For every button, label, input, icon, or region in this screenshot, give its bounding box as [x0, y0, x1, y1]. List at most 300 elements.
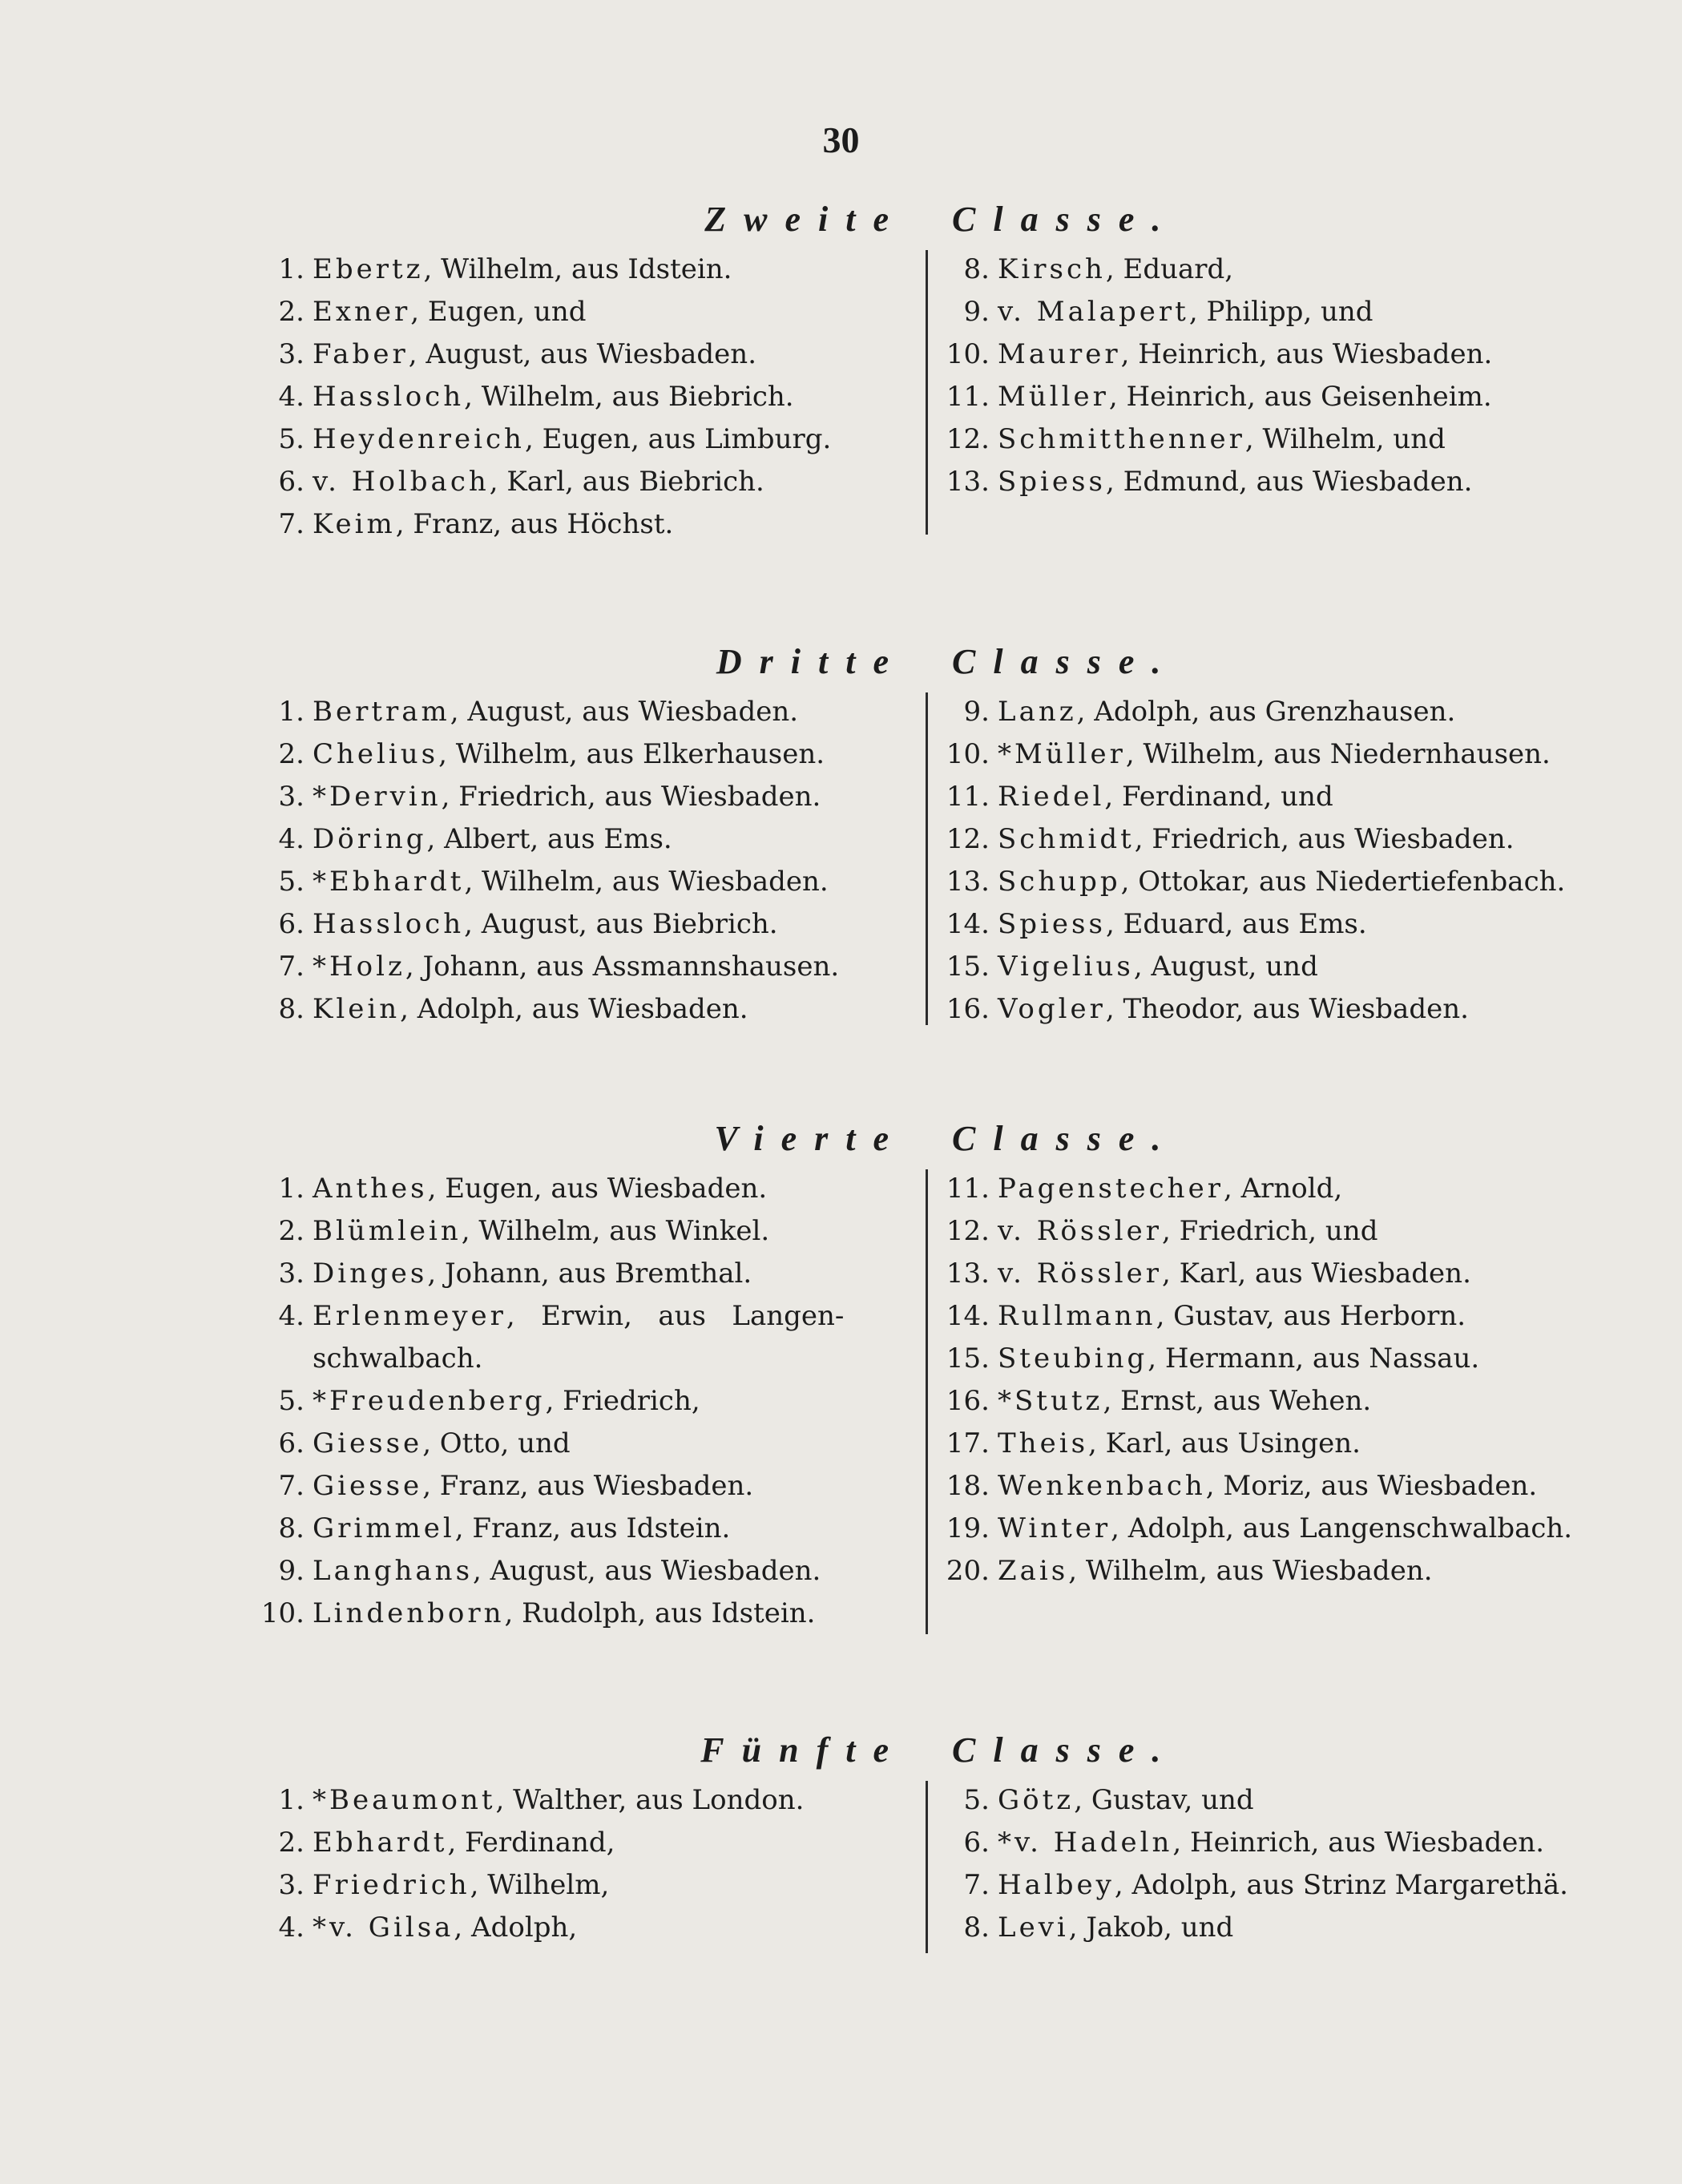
student-details: , Hermann, aus Nassau. [1148, 1342, 1480, 1375]
student-details: , Eduard, aus Ems. [1105, 908, 1367, 940]
student-details: , Edmund, aus Wiesbaden. [1105, 466, 1473, 498]
student-details: , Albert, aus Ems. [426, 823, 672, 855]
student-entry [244, 1779, 922, 1822]
student-surname: Faber [313, 338, 409, 370]
entry-number: 9. [963, 296, 990, 328]
section-zweite-classe [0, 199, 1682, 540]
entry-text [998, 1210, 1377, 1253]
entry-number: 7. [278, 951, 305, 983]
student-entry [244, 1423, 922, 1465]
entry-text [313, 1593, 815, 1635]
entry-text [998, 1168, 1342, 1210]
entry-number: 6. [963, 1827, 990, 1859]
student-details: , Adolph, aus Langenschwalbach. [1111, 1512, 1573, 1544]
student-details: , Walther, aus London. [495, 1784, 805, 1816]
student-entry [926, 1465, 1607, 1508]
entry-text [998, 376, 1492, 418]
entry-number: 9. [963, 696, 990, 728]
entry-number: 6. [278, 466, 305, 498]
student-details: , Wilhelm, aus Elkerhausen. [438, 738, 825, 770]
student-surname: Hassloch [313, 908, 465, 940]
student-surname: Heydenreich [313, 423, 525, 455]
left-column [244, 1779, 922, 1949]
student-surname: Schupp [998, 866, 1121, 898]
student-entry [244, 418, 922, 461]
entry-number: 7. [963, 1869, 990, 1901]
student-details: , Wilhelm, und [1244, 423, 1446, 455]
entry-text [313, 1253, 752, 1295]
entry-number: 8. [963, 1912, 990, 1944]
entry-text [313, 1508, 730, 1550]
student-entry [926, 1508, 1607, 1550]
right-column [926, 691, 1607, 1031]
student-surname: v. Holbach [313, 466, 490, 498]
entry-number: 4. [278, 381, 305, 413]
student-surname: Müller [998, 381, 1109, 413]
entry-text [998, 903, 1367, 946]
student-details: , Arnold, [1223, 1173, 1343, 1205]
entry-text [998, 1822, 1544, 1864]
entry-number: 3. [278, 1258, 305, 1290]
student-entry [244, 1508, 922, 1550]
entry-text [998, 861, 1565, 903]
entry-number: 8. [278, 1512, 305, 1544]
entry-number: 10. [946, 338, 990, 370]
student-entry [926, 248, 1607, 291]
entry-text [998, 1295, 1466, 1338]
student-details: , Karl, aus Usingen. [1088, 1427, 1361, 1459]
student-entry [244, 946, 922, 988]
student-surname: *Müller [998, 738, 1126, 770]
student-surname: Steubing [998, 1342, 1148, 1375]
entry-number: 15. [946, 951, 990, 983]
student-details: , Ferdinand, und [1104, 781, 1333, 813]
student-entry [926, 376, 1607, 418]
entry-number: 5. [278, 423, 305, 455]
entry-number: 6. [278, 1427, 305, 1459]
student-details: , Wilhelm, aus Wiesbaden. [1068, 1555, 1433, 1587]
entry-text [313, 1550, 821, 1593]
student-entry [926, 418, 1607, 461]
student-surname: Grimmel [313, 1512, 455, 1544]
student-entry [244, 861, 922, 903]
student-details: , August, aus Wiesbaden. [450, 696, 799, 728]
student-surname: Götz [998, 1784, 1075, 1816]
student-entry [244, 291, 922, 333]
right-column [926, 1168, 1607, 1593]
entry-text [313, 1779, 804, 1822]
entry-text [313, 733, 825, 776]
student-entry [244, 1253, 922, 1295]
entry-number: 7. [278, 508, 305, 540]
left-column [244, 1168, 922, 1635]
entry-number: 7. [278, 1470, 305, 1502]
entry-text [998, 776, 1333, 818]
entry-text [998, 818, 1515, 861]
entry-number: 13. [946, 1258, 990, 1290]
section-heading [0, 1730, 1682, 1779]
entry-number: 2. [278, 738, 305, 770]
student-entry [244, 1380, 922, 1423]
entry-text [998, 418, 1446, 461]
entry-text [998, 291, 1373, 333]
entry-text [998, 1779, 1254, 1822]
student-entry [244, 1822, 922, 1864]
student-entry [244, 461, 922, 503]
student-details: , Heinrich, aus Wiesbaden. [1172, 1827, 1545, 1859]
entry-number: 6. [278, 908, 305, 940]
student-details: , Adolph, aus Grenzhausen. [1076, 696, 1456, 728]
student-entry [244, 503, 922, 546]
student-entry [926, 1907, 1607, 1949]
entry-number: 11. [946, 381, 990, 413]
student-entry [244, 376, 922, 418]
student-details: , Ernst, aus Wehen. [1103, 1385, 1372, 1417]
right-column [926, 248, 1607, 503]
student-details: , Heinrich, aus Wiesbaden. [1120, 338, 1493, 370]
student-details: , Eduard, [1105, 253, 1234, 285]
student-surname: Lanz [998, 696, 1077, 728]
section-dritte-classe [0, 641, 1682, 1025]
entry-number: 4. [278, 1300, 305, 1332]
section-fuenfte-classe [0, 1730, 1682, 1944]
student-entry [926, 1168, 1607, 1210]
student-entry [244, 903, 922, 946]
entry-text [998, 1338, 1479, 1380]
student-entry [926, 861, 1607, 903]
student-surname: Giesse [313, 1470, 423, 1502]
entry-text [313, 1168, 767, 1210]
entry-text [998, 1864, 1568, 1907]
student-surname: *Dervin [313, 781, 442, 813]
heading-classe: Classe. [952, 642, 1179, 681]
entry-text [313, 376, 794, 418]
entry-number: 16. [946, 1385, 990, 1417]
student-entry [926, 988, 1607, 1031]
student-details: , Wilhelm, aus Idstein. [423, 253, 732, 285]
student-entry [244, 818, 922, 861]
entry-number: 11. [946, 781, 990, 813]
student-details: , Friedrich, aus Wiesbaden. [1134, 823, 1515, 855]
entry-text [998, 1253, 1471, 1295]
student-details: , Rudolph, aus Idstein. [504, 1597, 816, 1629]
student-entry [926, 1253, 1607, 1295]
heading-ordinal: Fünfte [700, 1730, 906, 1770]
student-details: , Jakob, und [1068, 1912, 1234, 1944]
student-entry [926, 691, 1607, 733]
student-entry [244, 1465, 922, 1508]
heading-classe: Classe. [952, 1730, 1179, 1770]
student-entry [244, 1295, 922, 1338]
heading-ordinal: Dritte [716, 642, 906, 681]
student-entry [244, 988, 922, 1031]
entry-text [313, 1210, 769, 1253]
entry-text [313, 1423, 571, 1465]
student-entry [926, 1550, 1607, 1593]
student-surname: Theis [998, 1427, 1089, 1459]
student-entry [926, 818, 1607, 861]
entry-text [313, 861, 829, 903]
student-surname: *Beaumont [313, 1784, 496, 1816]
entry-text [998, 1465, 1537, 1508]
student-surname: Lindenborn [313, 1597, 505, 1629]
entry-text [313, 1822, 615, 1864]
entry-number: 5. [278, 1385, 305, 1417]
student-details: , Gustav, und [1074, 1784, 1254, 1816]
student-details: , Wilhelm, [470, 1869, 610, 1901]
student-details: , Franz, aus Idstein. [454, 1512, 731, 1544]
student-surname: Spiess [998, 908, 1106, 940]
student-details: , Erwin, aus Langen- [506, 1300, 845, 1332]
heading-ordinal: Vierte [714, 1119, 906, 1158]
entry-number: 13. [946, 466, 990, 498]
student-details: , Ottokar, aus Niedertiefenbach. [1120, 866, 1566, 898]
entry-number: 8. [963, 253, 990, 285]
entry-number: 11. [946, 1173, 990, 1205]
entry-text [313, 333, 756, 376]
student-surname: *Holz [313, 951, 405, 983]
student-details: , Wilhelm, aus Winkel. [461, 1215, 770, 1247]
entry-text [998, 1508, 1572, 1550]
student-details: , August, und [1133, 951, 1318, 983]
student-entry [244, 733, 922, 776]
student-surname: Levi [998, 1912, 1069, 1944]
heading-classe: Classe. [952, 1119, 1179, 1158]
entry-number: 12. [946, 1215, 990, 1247]
student-details: , Theodor, aus Wiesbaden. [1105, 993, 1469, 1025]
entry-number: 5. [963, 1784, 990, 1816]
left-column [244, 691, 922, 1031]
entry-number: 3. [278, 1869, 305, 1901]
entry-text [313, 291, 587, 333]
student-entry [926, 1423, 1607, 1465]
entry-number: 5. [278, 866, 305, 898]
student-surname: Langhans [313, 1555, 474, 1587]
entry-number: 9. [278, 1555, 305, 1587]
entry-number: 15. [946, 1342, 990, 1375]
student-entry [244, 333, 922, 376]
student-details: , Karl, aus Biebrich. [489, 466, 764, 498]
student-surname: v. Malapert [998, 296, 1189, 328]
entry-number: 20. [946, 1555, 990, 1587]
entry-text [313, 418, 831, 461]
student-surname: Döring [313, 823, 427, 855]
entry-number: 1. [278, 1173, 305, 1205]
student-details: , Friedrich, aus Wiesbaden. [441, 781, 821, 813]
entry-text [313, 1864, 609, 1907]
entry-text [313, 248, 732, 291]
student-details: , Eugen, aus Wiesbaden. [427, 1173, 768, 1205]
student-entry [244, 1550, 922, 1593]
student-entry [926, 1779, 1607, 1822]
entry-number: 17. [946, 1427, 990, 1459]
student-surname: v. Rössler [998, 1215, 1163, 1247]
entry-number: 2. [278, 1827, 305, 1859]
student-entry [244, 1210, 922, 1253]
entry-text [313, 1907, 577, 1949]
entry-text [313, 818, 672, 861]
entry-text [313, 903, 778, 946]
student-entry [926, 461, 1607, 503]
student-entry [926, 903, 1607, 946]
student-surname: v. Rössler [998, 1258, 1163, 1290]
student-details: , August, aus Wiesbaden. [473, 1555, 821, 1587]
entry-number: 16. [946, 993, 990, 1025]
entry-text [998, 733, 1551, 776]
left-column [244, 248, 922, 546]
student-surname: Vigelius [998, 951, 1134, 983]
entry-text [313, 691, 798, 733]
student-entry [926, 1822, 1607, 1864]
entry-number: 1. [278, 696, 305, 728]
entry-number: 1. [278, 253, 305, 285]
right-column [926, 1779, 1607, 1949]
student-surname: Friedrich [313, 1869, 470, 1901]
student-surname: Riedel [998, 781, 1105, 813]
student-entry [244, 1168, 922, 1210]
student-entry [244, 1864, 922, 1907]
student-details: , Heinrich, aus Geisenheim. [1108, 381, 1492, 413]
student-details: , Otto, und [422, 1427, 571, 1459]
entry-number: 4. [278, 1912, 305, 1944]
entry-number: 1. [278, 1784, 305, 1816]
student-surname: Hassloch [313, 381, 465, 413]
student-details: , Adolph, aus Wiesbaden. [400, 993, 748, 1025]
entry-text [313, 988, 748, 1031]
student-entry [244, 1907, 922, 1949]
entry-text [313, 1465, 753, 1508]
student-surname: Giesse [313, 1427, 423, 1459]
student-surname: Vogler [998, 993, 1106, 1025]
entry-text [313, 1380, 700, 1423]
student-details: , Gustav, aus Herborn. [1156, 1300, 1466, 1332]
entry-number: 2. [278, 296, 305, 328]
entry-continuation: schwalbach. [313, 1342, 483, 1375]
student-entry [926, 333, 1607, 376]
heading-ordinal: Zweite [704, 200, 906, 239]
entry-number: 3. [278, 781, 305, 813]
student-surname: Bertram [313, 696, 450, 728]
student-surname: *Ebhardt [313, 866, 465, 898]
entry-text [998, 333, 1492, 376]
student-details: , Moriz, aus Wiesbaden. [1205, 1470, 1538, 1502]
student-details: , Friedrich, und [1162, 1215, 1378, 1247]
student-details: , Wilhelm, aus Wiesbaden. [464, 866, 829, 898]
entry-text [998, 248, 1233, 291]
entry-text [998, 461, 1472, 503]
section-heading [0, 641, 1682, 691]
section-heading [0, 199, 1682, 248]
student-surname: Schmidt [998, 823, 1135, 855]
entry-number: 3. [278, 338, 305, 370]
entry-number: 10. [946, 738, 990, 770]
student-surname: Anthes [313, 1173, 428, 1205]
student-entry [926, 946, 1607, 988]
student-surname: *Freudenberg [313, 1385, 546, 1417]
student-surname: Wenkenbach [998, 1470, 1206, 1502]
student-entry [926, 291, 1607, 333]
student-details: , Philipp, und [1188, 296, 1373, 328]
student-details: , Friedrich, [545, 1385, 700, 1417]
student-surname: Erlenmeyer [313, 1300, 506, 1332]
entry-number: 14. [946, 908, 990, 940]
student-surname: Halbey [998, 1869, 1115, 1901]
student-surname: Schmitthenner [998, 423, 1245, 455]
student-details: , August, aus Biebrich. [464, 908, 778, 940]
student-surname: Chelius [313, 738, 439, 770]
heading-classe: Classe. [952, 200, 1179, 239]
student-surname: Spiess [998, 466, 1106, 498]
student-surname: Ebertz [313, 253, 424, 285]
entry-number: 4. [278, 823, 305, 855]
student-details: , Johann, aus Assmannshausen. [405, 951, 840, 983]
entry-number: 19. [946, 1512, 990, 1544]
student-details: , Adolph, aus Strinz Margarethä. [1114, 1869, 1568, 1901]
entry-text [313, 1295, 844, 1338]
student-details: , Johann, aus Bremthal. [427, 1258, 752, 1290]
student-surname: Exner [313, 296, 411, 328]
entry-number: 12. [946, 423, 990, 455]
entry-number: 18. [946, 1470, 990, 1502]
entry-number: 12. [946, 823, 990, 855]
student-surname: Blümlein [313, 1215, 462, 1247]
student-details: , Wilhelm, aus Biebrich. [464, 381, 794, 413]
student-details: , Wilhelm, aus Niedernhausen. [1125, 738, 1551, 770]
entry-number: 2. [278, 1215, 305, 1247]
student-entry [926, 1210, 1607, 1253]
student-details: , Eugen, und [410, 296, 587, 328]
student-entry [244, 248, 922, 291]
student-details: , Franz, aus Höchst. [395, 508, 674, 540]
entry-number: 10. [260, 1597, 305, 1629]
entry-text [998, 1380, 1371, 1423]
student-surname: Ebhardt [313, 1827, 448, 1859]
student-surname: Zais [998, 1555, 1069, 1587]
section-vierte-classe [0, 1118, 1682, 1629]
student-surname: Winter [998, 1512, 1111, 1544]
entry-text [998, 691, 1455, 733]
entry-text [998, 1907, 1233, 1949]
student-details: , Karl, aus Wiesbaden. [1162, 1258, 1471, 1290]
student-details: , Adolph, [454, 1912, 578, 1944]
student-entry [926, 776, 1607, 818]
student-details: , Ferdinand, [447, 1827, 615, 1859]
student-entry [244, 691, 922, 733]
student-details: , Franz, aus Wiesbaden. [422, 1470, 754, 1502]
page-number: 30 [822, 119, 860, 160]
student-details: , August, aus Wiesbaden. [408, 338, 756, 370]
student-surname: Dinges [313, 1258, 428, 1290]
student-entry [926, 1380, 1607, 1423]
entry-text [313, 776, 821, 818]
student-surname: Keim [313, 508, 396, 540]
entry-number: 14. [946, 1300, 990, 1332]
student-entry [244, 1593, 922, 1635]
entry-text [998, 988, 1469, 1031]
section-heading [0, 1118, 1682, 1168]
student-surname: Rullmann [998, 1300, 1156, 1332]
student-entry [926, 1864, 1607, 1907]
student-surname: *v. Hadeln [998, 1827, 1173, 1859]
entry-text [998, 1423, 1361, 1465]
entry-number: 13. [946, 866, 990, 898]
student-surname: Maurer [998, 338, 1121, 370]
student-entry [244, 776, 922, 818]
student-entry [926, 733, 1607, 776]
student-surname: *Stutz [998, 1385, 1103, 1417]
entry-text [313, 503, 673, 546]
student-surname: *v. Gilsa [313, 1912, 454, 1944]
